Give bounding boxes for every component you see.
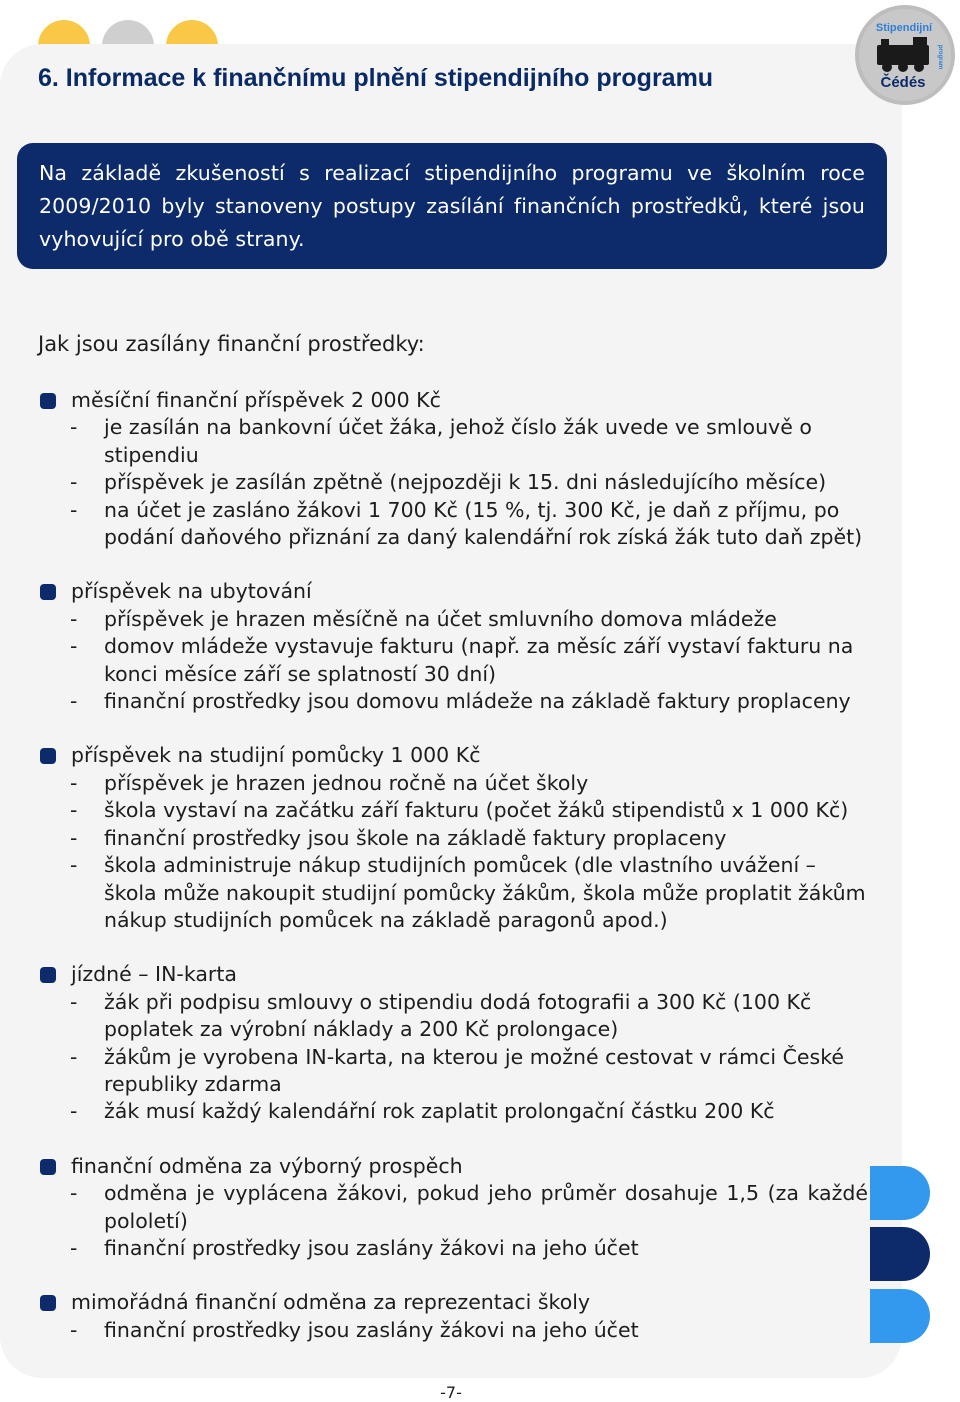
logo-text-bottom: Čédés [880, 74, 926, 91]
sub-item: - příspěvek je zasílán zpětně (nejpozději k 15. dni následujícího měsíce) [70, 470, 827, 495]
sub-item: - na účet je zasláno žákovi 1 700 Kč (15 %, tj. 300 Kč, je daň z příjmu, po podání daňového přiznání za daný kalendářní rok získá žák tuto daň zpět) [70, 497, 863, 550]
list-item [0, 742, 902, 934]
sub-item: - škola vystaví na začátku září fakturu (počet žáků stipendistů x 1 000 Kč) [70, 798, 849, 823]
sub-item-text: finanční prostředky jsou škole na základě faktury proplaceny [104, 825, 727, 850]
cedes-logo [855, 5, 955, 105]
list-item-title-text: příspěvek na ubytování [71, 579, 312, 604]
page-number: -7- [440, 1383, 462, 1402]
sub-item-text: odměna je vyplácena žákovi, pokud jeho průměr dosahuje 1,5 (za každé pololetí) [104, 1181, 868, 1233]
list-item [0, 1289, 902, 1344]
sub-item-text: finanční prostředky jsou domovu mládeže na základě faktury proplaceny [104, 689, 851, 714]
sub-item: - příspěvek je hrazen měsíčně na účet smluvního domova mládeže [70, 606, 777, 631]
list-item [0, 578, 902, 715]
list-item-title-text: příspěvek na studijní pomůcky 1 000 Kč [71, 743, 481, 768]
square-bullet-icon [40, 1295, 56, 1311]
list-item-title-text: měsíční finanční příspěvek 2 000 Kč [71, 388, 441, 412]
section-heading: Jak jsou zasílány finanční prostředky: [38, 332, 425, 356]
intro-text: Na základě zkušeností s realizací stipendijního programu ve školním roce 2009/2010 byly stanoveny postupy zasílání finančních prostředků, které jsou vyhovující pro obě strany. [39, 161, 865, 251]
page-title: 6. Informace k finančnímu plnění stipendijního programu [38, 64, 714, 92]
decorative-half-circle-blue [870, 1289, 930, 1343]
sub-item: - žák musí každý kalendářní rok zaplatit prolongační částku 200 Kč [70, 1099, 775, 1124]
sub-item-text: žákům je vyrobena IN-karta, na kterou je možné cestovat v rámci České republiky zdarma [104, 1044, 844, 1096]
list-item-title [71, 578, 902, 605]
sub-item-text: žák při podpisu smlouvy o stipendiu dodá fotografii a 300 Kč (100 Kč poplatek za výrobní náklady a 200 Kč prolongace) [104, 989, 812, 1042]
list-item-title [71, 1289, 902, 1316]
sub-item-text: žák musí každý kalendářní rok zaplatit prolongační částku 200 Kč [104, 1099, 775, 1124]
list-item-title [71, 742, 902, 769]
sub-item-text: finanční prostředky jsou zaslány žákovi na jeho účet [104, 1317, 639, 1342]
list-item-title [71, 1153, 902, 1180]
list-item-title [71, 387, 902, 414]
list-item-title-text: jízdné – IN-karta [71, 962, 237, 987]
logo-text-top: Stipendijní [875, 22, 933, 34]
list-item-title-text: mimořádná finanční odměna za reprezentaci školy [71, 1290, 591, 1315]
sub-item: - příspěvek je hrazen jednou ročně na účet školy [70, 770, 589, 795]
sub-item-text: škola administruje nákup studijních pomůcek (dle vlastního uvážení – škola může nakoupit studijní pomůcky žákům, škola může proplatit žákům nákup studijních pomůcek na základě paragonů apod.) [104, 853, 866, 932]
train-logo-icon [855, 5, 955, 105]
sub-item: - je zasílán na bankovní účet žáka, jehož číslo žák uvede ve smlouvě o stipendiu [70, 415, 812, 467]
decorative-half-circle-navy [870, 1227, 930, 1281]
sub-item: - škola administruje nákup studijních pomůcek (dle vlastního uvážení – škola může nakoupit studijní pomůcky žákům, škola může proplatit žákům nákup studijních pomůcek na základě paragonů apod.) [70, 853, 866, 932]
square-bullet-icon [40, 584, 56, 600]
sub-item-text: domov mládeže vystavuje fakturu (např. za měsíc září vystaví fakturu na konci měsíce září se splatností 30 dní) [104, 634, 854, 686]
sub-item: - finanční prostředky jsou zaslány žákovi na jeho účet [70, 1317, 639, 1342]
sub-item: - finanční prostředky jsou zaslány žákovi na jeho účet [70, 1235, 639, 1260]
sub-item: - finanční prostředky jsou domovu mládeže na základě faktury proplaceny [70, 689, 851, 714]
sub-item: - finanční prostředky jsou škole na základě faktury proplaceny [70, 825, 727, 850]
list-item-title-text: finanční odměna za výborný prospěch [71, 1153, 463, 1178]
list-item [0, 387, 902, 551]
intro-box [17, 143, 887, 269]
sub-item-text: na účet je zasláno žákovi 1 700 Kč (15 %, tj. 300 Kč, je daň z příjmu, po podání daňového přiznání za daný kalendářní rok získá žák tuto daň zpět) [104, 497, 863, 550]
sub-item: - žákům je vyrobena IN-karta, na kterou je možné cestovat v rámci České republiky zdarma [70, 1044, 844, 1096]
decorative-half-circle-blue [870, 1166, 930, 1220]
square-bullet-icon [40, 967, 56, 983]
sub-item: - domov mládeže vystavuje fakturu (např. za měsíc září vystaví fakturu na konci měsíce září se splatností 30 dní) [70, 634, 854, 686]
logo-text-side: program [937, 44, 943, 70]
sub-item-text: příspěvek je hrazen jednou ročně na účet školy [104, 770, 589, 795]
list-item [0, 1153, 902, 1263]
list-item-title [71, 961, 902, 988]
sub-item: - odměna je vyplácena žákovi, pokud jeho průměr dosahuje 1,5 (za každé pololetí) [70, 1181, 868, 1233]
sub-item-text: příspěvek je hrazen měsíčně na účet smluvního domova mládeže [104, 606, 777, 631]
sub-item-text: příspěvek je zasílán zpětně (nejpozději k 15. dni následujícího měsíce) [104, 470, 827, 495]
square-bullet-icon [40, 393, 56, 409]
square-bullet-icon [40, 748, 56, 764]
sub-item: - žák při podpisu smlouvy o stipendiu dodá fotografii a 300 Kč (100 Kč poplatek za výrobní náklady a 200 Kč prolongace) [70, 989, 812, 1042]
square-bullet-icon [40, 1159, 56, 1175]
funding-list [0, 387, 902, 1371]
sub-item-text: je zasílán na bankovní účet žáka, jehož číslo žák uvede ve smlouvě o stipendiu [104, 415, 812, 467]
list-item [0, 961, 902, 1125]
sub-item-text: škola vystaví na začátku září fakturu (počet žáků stipendistů x 1 000 Kč) [104, 798, 849, 823]
sub-item-text: finanční prostředky jsou zaslány žákovi na jeho účet [104, 1235, 639, 1260]
